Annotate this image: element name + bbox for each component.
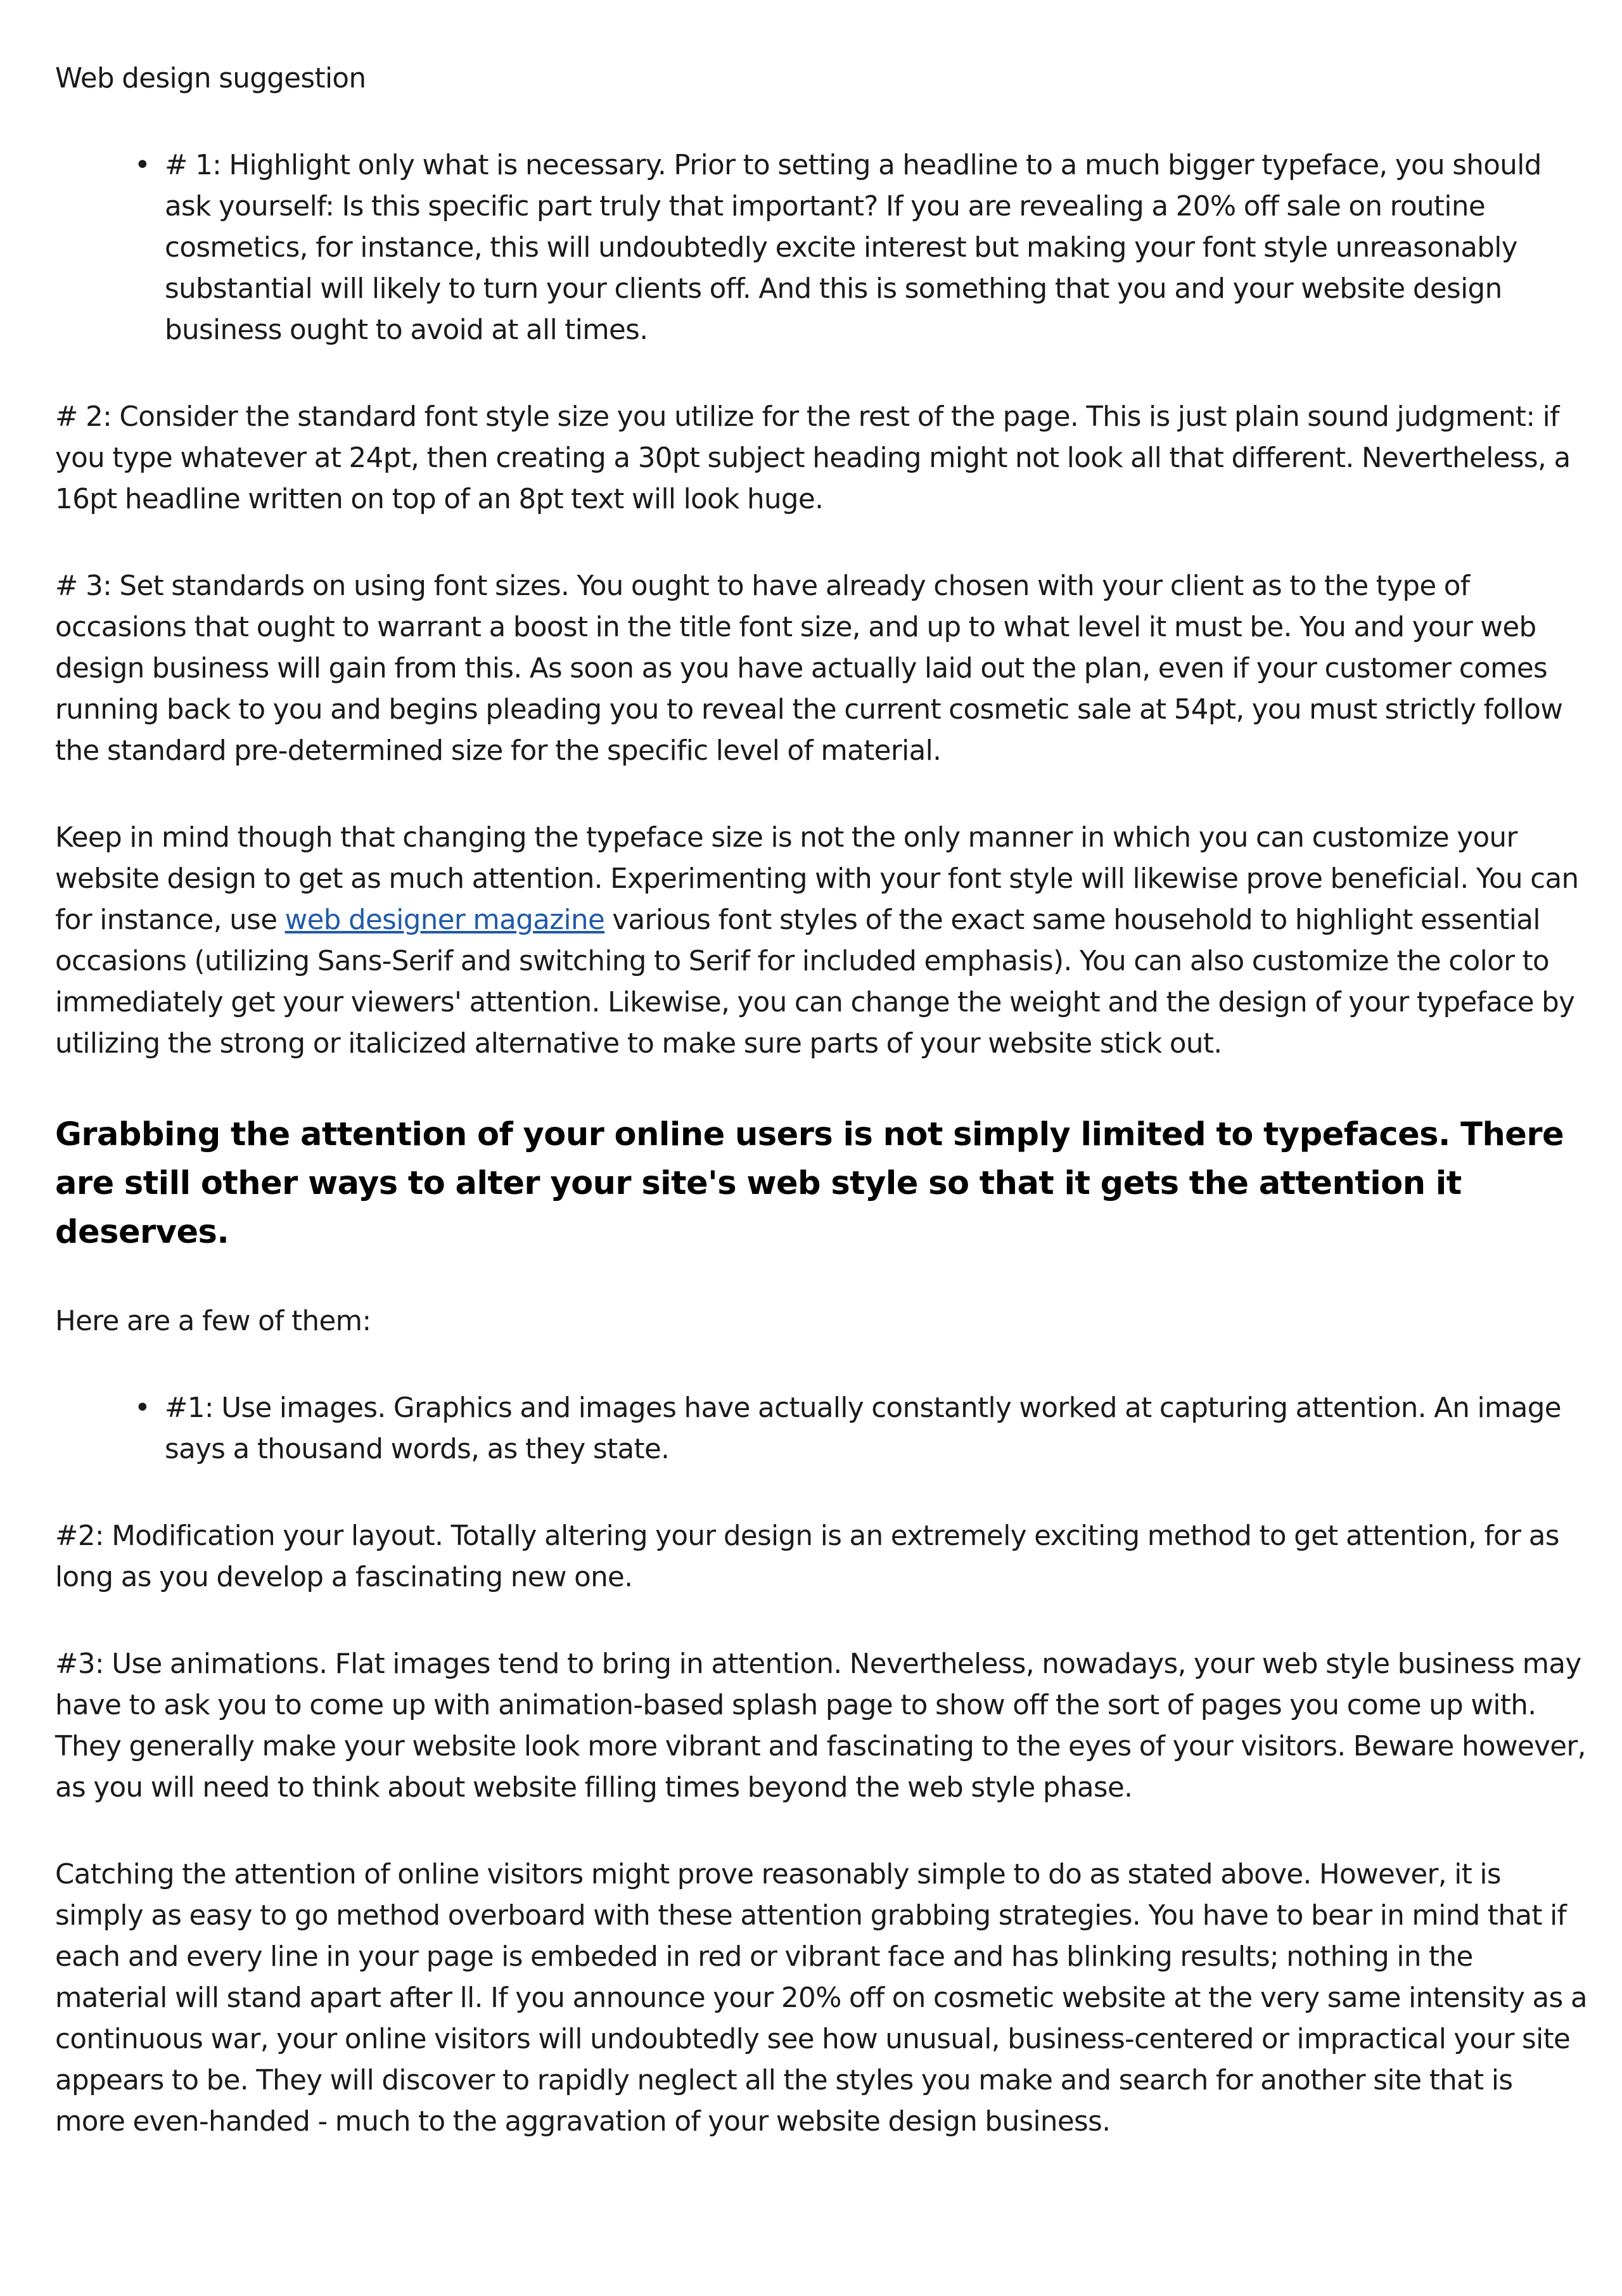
section-heading: Grabbing the attention of your online users is not simply limited to typefaces. There are still other ways to alter your site's web style so that it gets the attention it deserves. [55,1116,1564,1251]
tips-list-2 [55,1388,1588,1470]
paragraph-layout-tip: #2: Modification your layout. Totally altering your design is an extremely exciting method to get attention, for as long as you develop a fascinating new one. [55,1520,1559,1593]
list-item-text: #1: Use images. Graphics and images have actually constantly worked at capturing attention. An image says a thousand words, as they state. [165,1392,1561,1465]
document-page [55,58,1588,2188]
paragraph-tip-2: # 2: Consider the standard font style size you utilize for the rest of the page. This is just plain sound judgment: if you type whatever at 24pt, then creating a 30pt subject heading might not look all that different. Nevertheless, a 16pt headline written on top of an 8pt text will look huge. [55,401,1571,515]
paragraph-text-after-link: various font styles of the exact same household to highlight essential occasions (utilizing Sans-Serif and switching to Serif for included emphasis). You can also customize the color to immediately get your viewers' attention. Likewise, you can change the weight and the design of your typeface by utilizing the strong or italicized alternative to make sure parts of your website stick out. [55,904,1575,1060]
bullet-glyph: • [134,150,151,181]
bullet-glyph: • [134,1392,151,1424]
paragraph-typeface-advice [55,818,1588,1065]
list-item [134,1388,1588,1470]
paragraph-conclusion: Catching the attention of online visitors might prove reasonably simple to do as stated above. However, it is simply as easy to go method overboard with these attention grabbing strategies. You have to bear in mind that if each and every line in your page is embeded in red or vibrant face and has blinking results; nothing in the material will stand apart after ll. If you announce your 20% off on cosmetic website at the very same intensity as a continuous war, your online visitors will undoubtedly see how unusual, business-centered or impractical your site appears to be. They will discover to rapidly neglect all the styles you make and search for another site that is more even-handed - much to the aggravation of your website design business. [55,1859,1587,2138]
paragraph-animation-tip: #3: Use animations. Flat images tend to bring in attention. Nevertheless, nowadays, your web style business may have to ask you to come up with animation-based splash page to show off the sort of pages you come up with. They generally make your website look more vibrant and fascinating to the eyes of your visitors. Beware however, as you will need to think about website filling times beyond the web style phase. [55,1648,1586,1804]
tips-list-1 [55,145,1588,351]
web-designer-magazine-link[interactable]: web designer magazine [284,904,605,936]
list-item [134,145,1588,351]
paragraph-text-before-link: Keep in mind though that changing the typeface size is not the only manner in which you can customize your website design to get as much attention. Experimenting with your font style will likewise prove beneficial. You can for instance, use [55,822,1579,936]
document-title: Web design suggestion [55,63,366,94]
paragraph-intro-list: Here are a few of them: [55,1305,371,1337]
paragraph-tip-3: # 3: Set standards on using font sizes. You ought to have already chosen with your client as to the type of occasions that ought to warrant a boost in the title font size, and up to what level it must be. You and your web design business will gain from this. As soon as you have actually laid out the plan, even if your customer comes running back to you and begins pleading you to reveal the current cosmetic sale at 54pt, you must strictly follow the standard pre-determined size for the specific level of material. [55,570,1563,767]
list-item-text: # 1: Highlight only what is necessary. Prior to setting a headline to a much bigger typeface, you should ask yourself: Is this specific part truly that important? If you are revealing a 20% off sale on routine cosmetics, for instance, this will undoubtedly excite interest but making your font style unreasonably substantial will likely to turn your clients off. And this is something that you and your website design business ought to avoid at all times. [165,150,1542,346]
